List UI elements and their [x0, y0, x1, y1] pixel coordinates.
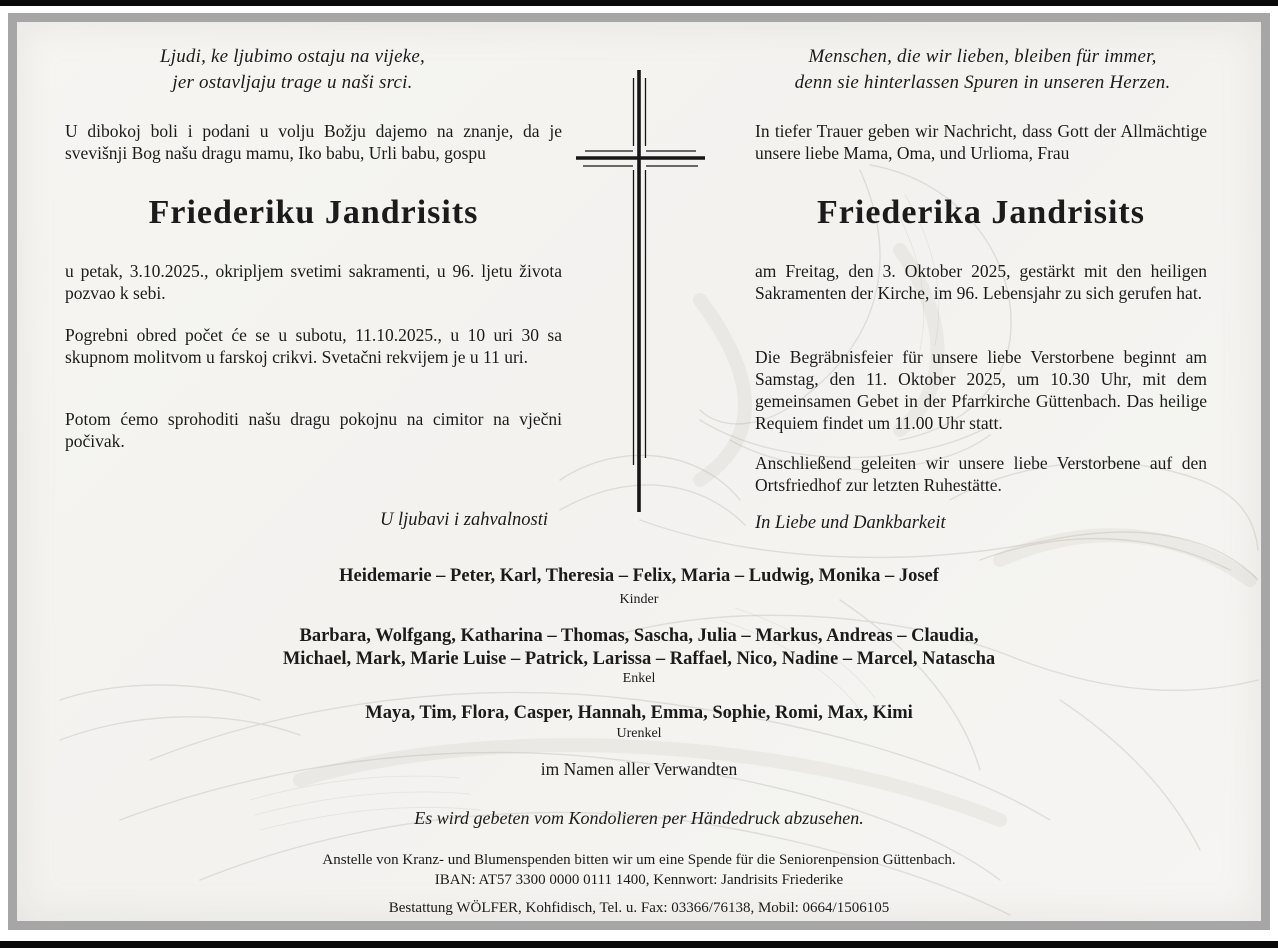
german-intro: In tiefer Trauer geben wir Nachricht, dass Gott der Allmächtige unsere liebe Mama, Oma, und Urlioma, Frau [755, 121, 1207, 163]
croatian-burial-info: Potom ćemo sprohoditi našu dragu pokojnu na cimitor na vječni počivak. [65, 409, 562, 451]
german-burial-info: Anschließend geleiten wir unsere liebe Verstorbene auf den Ortsfriedhof zur letzten Ruhestätte. [755, 453, 1207, 495]
german-closing: In Liebe und Dankbarkeit [755, 513, 946, 533]
deceased-name-german: Friederika Jandrisits [817, 194, 1145, 231]
relatives-line: im Namen aller Verwandten [540, 759, 738, 779]
greatgrandchildren-label: Urenkel [616, 726, 662, 741]
condolence-note: Es wird gebeten vom Kondolieren per Händedruck abzusehen. [414, 808, 864, 828]
croatian-quote [65, 44, 520, 96]
croatian-quote-line2: jer ostavljaju trage u naši srci. [172, 72, 413, 93]
croatian-funeral-info: Pogrebni obred počet će se u subotu, 11.10.2025., u 10 uri 30 sa skupnom molitvom u farskoj crikvi. Svetačni rekvijem je u 11 uri. [65, 325, 562, 367]
funeral-home-line: Bestattung WÖLFER, Kohfidisch, Tel. u. Fax: 03366/76138, Mobil: 0664/1506105 [388, 900, 890, 916]
children-names: Heidemarie – Peter, Karl, Theresia – Felix, Maria – Ludwig, Monika – Josef [339, 566, 939, 586]
children-label: Kinder [619, 592, 659, 607]
grandchildren-names-line2: Michael, Mark, Marie Luise – Patrick, Larissa – Raffael, Nico, Nadine – Marcel, Natascha [282, 649, 996, 669]
grandchildren-names-line1: Barbara, Wolfgang, Katharina – Thomas, Sascha, Julia – Markus, Andreas – Claudia, [299, 626, 979, 646]
german-funeral-info: Die Begräbnisfeier für unsere liebe Verstorbene beginnt am Samstag, den 11. Oktober 2025, um 10.30 Uhr, mit dem gemeinsamen Gebet in der Pfarrkirche Güttenbach. Das heilige Requiem findet um 11.00 Uhr statt. [755, 347, 1207, 433]
croatian-death-info: u petak, 3.10.2025., okripljem svetimi sakramenti, u 96. ljetu života pozvao k sebi. [65, 261, 562, 303]
german-quote-line1: Menschen, die wir lieben, bleiben für immer, [808, 46, 1157, 67]
greatgrandchildren-names: Maya, Tim, Flora, Casper, Hannah, Emma, Sophie, Romi, Max, Kimi [365, 703, 913, 723]
german-quote-line2: denn sie hinterlassen Spuren in unseren Herzen. [794, 72, 1171, 93]
iban-line: IBAN: AT57 3300 0000 0111 1400, Kennwort: Jandrisits Friederike [434, 872, 844, 888]
croatian-quote-line1: Ljudi, ke ljubimo ostaju na vijeke, [159, 46, 426, 67]
grandchildren-label: Enkel [622, 671, 656, 686]
german-death-info: am Freitag, den 3. Oktober 2025, gestärkt mit den heiligen Sakramenten der Kirche, im 96. Lebensjahr zu sich gerufen hat. [755, 261, 1207, 303]
croatian-intro: U dibokoj boli i podani u volju Božju dajemo na znanje, da je svevišnji Bog našu dragu mamu, Iko babu, Urli babu, gospu [65, 121, 562, 163]
german-quote [755, 44, 1210, 96]
croatian-closing: U ljubavi i zahvalnosti [380, 510, 549, 530]
deceased-name-croatian: Friederiku Jandrisits [148, 194, 479, 231]
donation-line: Anstelle von Kranz- und Blumenspenden bitten wir um eine Spende für die Seniorenpension Güttenbach. [322, 852, 956, 868]
scan-edge-top [0, 0, 1278, 6]
scan-edge-bottom [0, 941, 1278, 948]
